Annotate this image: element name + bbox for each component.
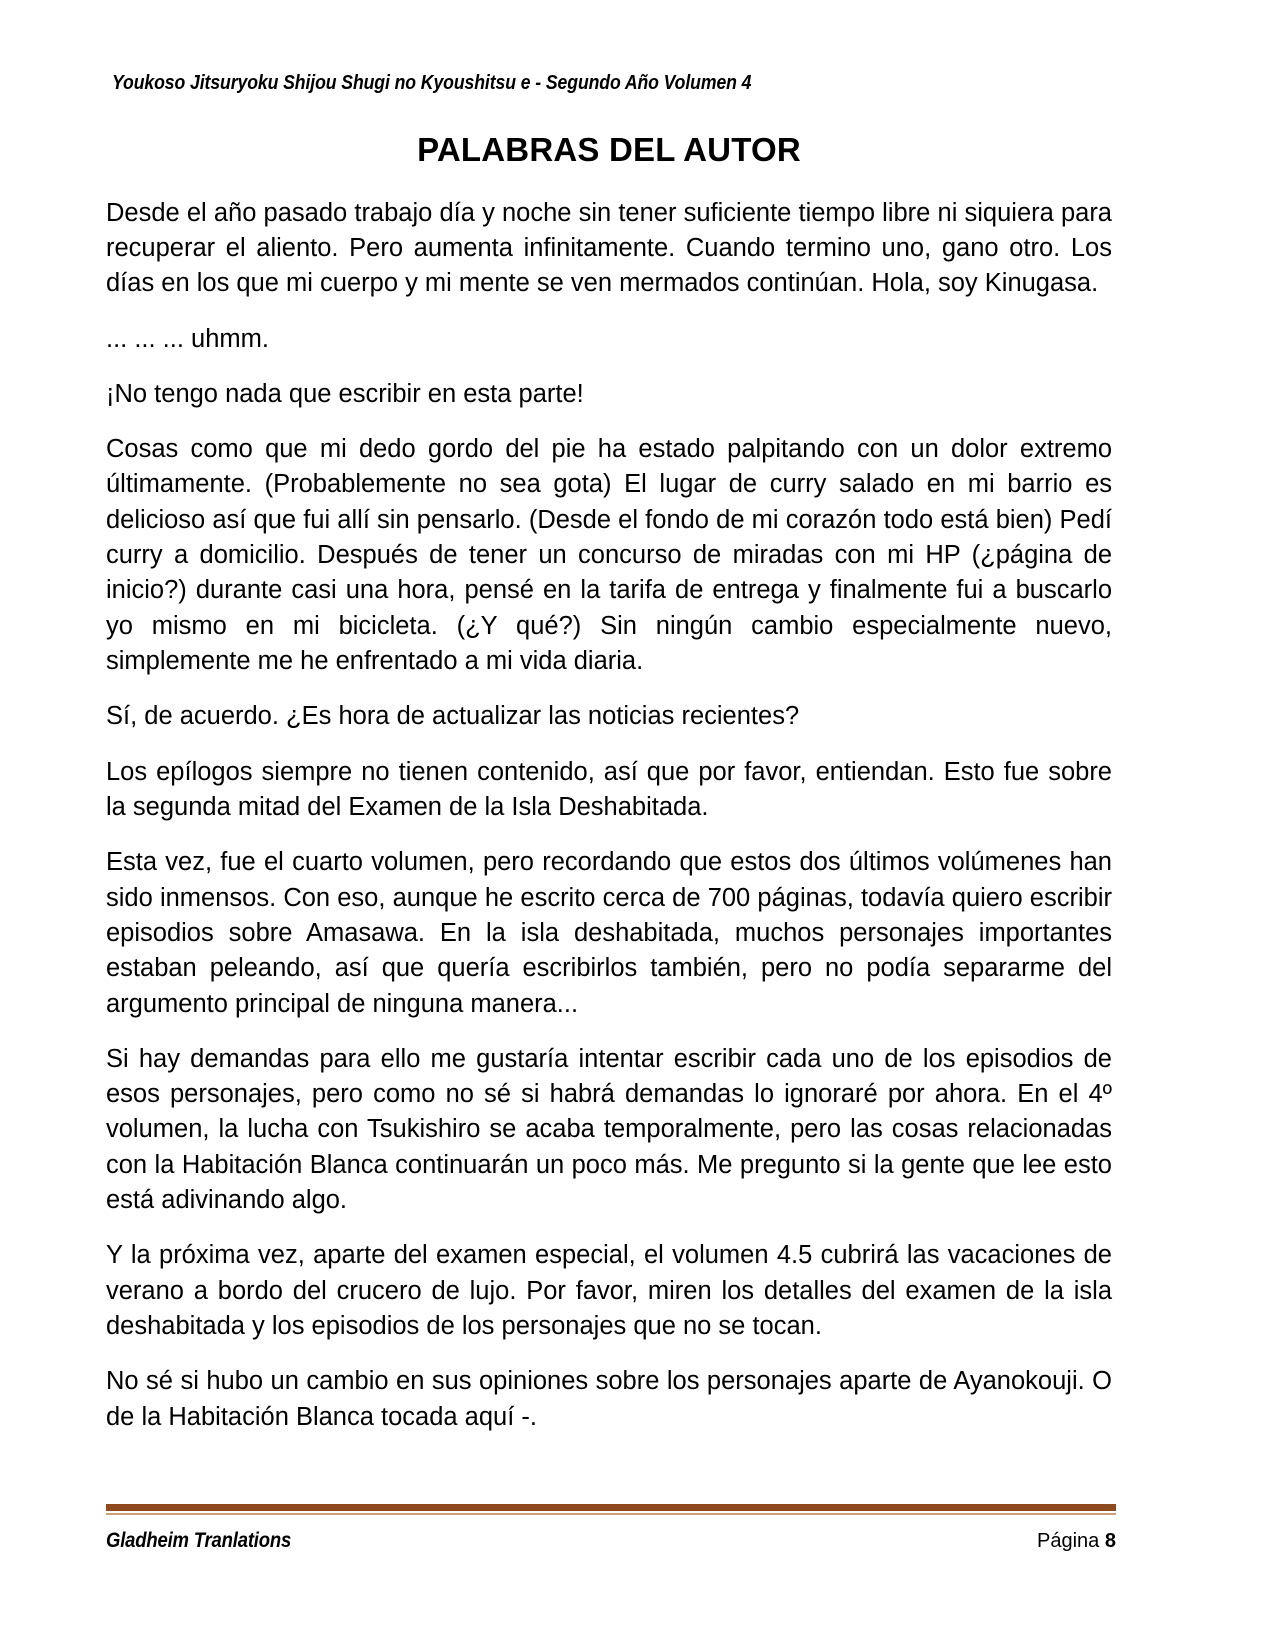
- body-paragraph: Y la próxima vez, aparte del examen especial, el volumen 4.5 cubrirá las vacaciones de verano a bordo del crucero de lujo. Por favor, miren los detalles del examen de la isla deshabitada y los episodios de los personajes que no se tocan.: [106, 1241, 1112, 1341]
- body-paragraph: Desde el año pasado trabajo día y noche sin tener suficiente tiempo libre ni siquiera para recuperar el aliento. Pero aumenta infinitamente. Cuando termino uno, gano otro. Los días en los que mi cuerpo y mi mente se ven mermados continúan. Hola, soy Kinugasa.: [106, 198, 1112, 298]
- body-paragraph: Los epílogos siempre no tienen contenido, así que por favor, entiendan. Esto fue sobre la segunda mitad del Examen de la Isla Deshabitada.: [106, 757, 1112, 821]
- body-paragraph: Si hay demandas para ello me gustaría intentar escribir cada uno de los episodios de esos personajes, pero como no sé si habrá demandas lo ignoraré por ahora. En el 4º volumen, la lucha con Tsukishiro se acaba temporalmente, pero las cosas relacionadas con la Habitación Blanca continuarán un poco más. Me pregunto si la gente que lee esto está adivinando algo.: [106, 1044, 1112, 1215]
- body-paragraph: ... ... ... uhmm.: [106, 324, 269, 353]
- body-paragraph: No sé si hubo un cambio en sus opiniones sobre los personajes aparte de Ayanokouji. O de la Habitación Blanca tocada aquí -.: [106, 1367, 1112, 1431]
- body-paragraph: Cosas como que mi dedo gordo del pie ha estado palpitando con un dolor extremo últimamente. (Probablemente no sea gota) El lugar de curry salado en mi barrio es delicioso así que fui allí sin pensarlo. (Desde el fondo de mi corazón todo está bien) Pedí curry a domicilio. Después de tener un concurso de miradas con mi HP (¿página de inicio?) durante casi una hora, pensé en la tarifa de entrega y finalmente fui a buscarlo yo mismo en mi bicicleta. (¿Y qué?) Sin ningún cambio especialmente nuevo, simplemente me he enfrentado a mi vida diaria.: [106, 435, 1112, 676]
- footer-divider-accent: [106, 1513, 1116, 1515]
- page-number-value: 8: [1104, 1530, 1116, 1552]
- body-paragraph: Sí, de acuerdo. ¿Es hora de actualizar las noticias recientes?: [106, 702, 800, 731]
- document-body: [106, 130, 1112, 1435]
- footer-row: [106, 1529, 1116, 1553]
- page-number-label: [1037, 1530, 1116, 1553]
- running-header-title: Youkoso Jitsuryoku Shijou Shugi no Kyoushitsu e - Segundo Año Volumen 4: [112, 71, 752, 94]
- page-footer: [106, 1504, 1116, 1553]
- page-title: PALABRAS DEL AUTOR: [417, 131, 801, 168]
- body-paragraph: ¡No tengo nada que escribir en esta parte!: [106, 379, 584, 408]
- running-header: [112, 72, 1122, 95]
- footer-divider: [106, 1504, 1116, 1511]
- body-paragraph: Esta vez, fue el cuarto volumen, pero recordando que estos dos últimos volúmenes han sido inmensos. Con eso, aunque he escrito cerca de 700 páginas, todavía quiero escribir episodios sobre Amasawa. En la isla deshabitada, muchos personajes importantes estaban peleando, así que quería escribirlos también, pero no podía separarme del argumento principal de ninguna manera...: [106, 848, 1112, 1018]
- footer-brand: Gladheim Tranlations: [106, 1529, 292, 1552]
- page-label-text: Página: [1037, 1530, 1100, 1552]
